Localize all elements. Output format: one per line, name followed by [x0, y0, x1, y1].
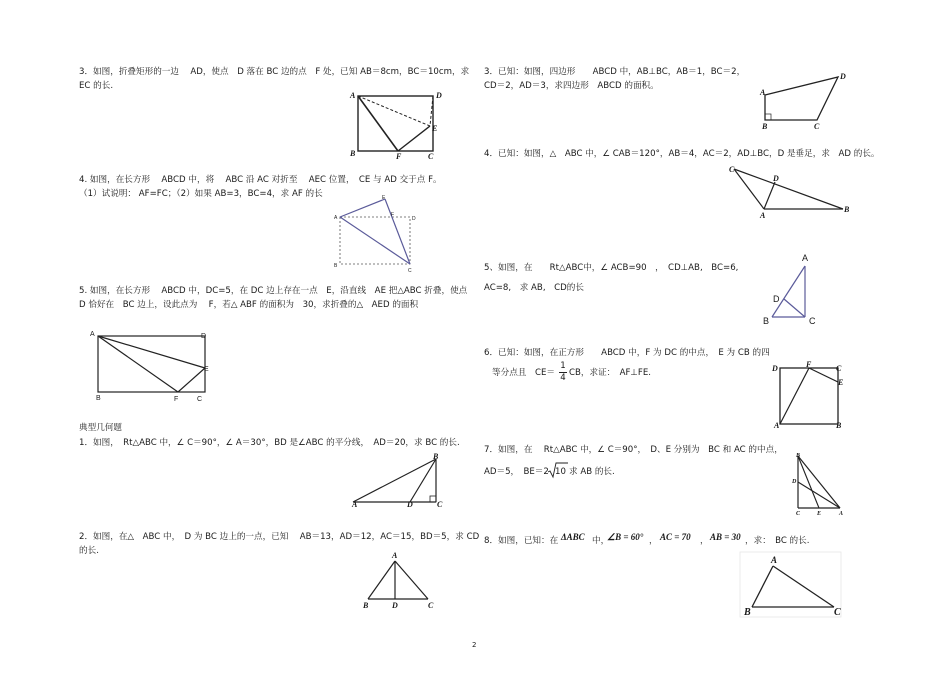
left-q2-label-a: A — [392, 551, 398, 560]
line-cb — [734, 169, 843, 209]
line-ec — [385, 199, 410, 264]
left-p4-label-a: A — [334, 215, 338, 221]
right-q6-label-a: A — [774, 421, 780, 430]
left-q2-text-line1: 2．如图，在△ ABC 中， D 为 BC 边上的一点，已知 AB＝13，AD＝12，AC＝15，BD＝5，求 CD — [79, 532, 480, 542]
left-p5-label-f: F — [174, 396, 179, 403]
right-q7-label-b: B — [796, 453, 801, 459]
left-p3-text-line2: EC 的长. — [79, 81, 114, 91]
left-q1-label-a: A — [352, 500, 358, 509]
right-q7-label-e: E — [817, 511, 822, 517]
line-ad — [764, 182, 775, 209]
right-q6-fraction — [559, 362, 567, 383]
line-ab — [368, 561, 395, 599]
right-q6-label-c: C — [836, 364, 842, 373]
right-q8-label-c: C — [834, 607, 841, 618]
right-q3-label-d: D — [840, 72, 846, 81]
left-q1-label-d: D — [407, 500, 413, 509]
left-p5-text-line1: 5. 如图，在长方形 ABCD 中，DC=5，在 DC 边上存在一点 E，沿直线 AE 把△ABC 折叠，使点 — [79, 286, 468, 296]
left-q1-label-b: B — [433, 452, 439, 461]
right-q5-label-a: A — [802, 253, 809, 263]
left-p3-label-d: D — [436, 91, 442, 100]
left-p5-figure — [90, 330, 210, 400]
left-p4-text-line1: 4. 如图，在长方形 ABCD 中，将 ABC 沿 AC 对折至 AEC 位置， CE 与 AD 交于点 F。 — [79, 175, 442, 185]
line-fe — [398, 126, 430, 151]
line-fe — [178, 368, 205, 392]
left-q2-label-d: D — [392, 601, 398, 610]
right-q8-label-a: A — [771, 555, 778, 565]
left-q1-text-line1: 1．如图， Rt△ABC 中，∠ C＝90°，∠ A＝30°，BD 是∠ABC 的平分线， AD＝20，求 BC 的长. — [79, 438, 460, 448]
left-p5-label-c: C — [197, 396, 203, 403]
page-number: 2 — [472, 641, 477, 649]
right-q5-label-d: D — [773, 294, 780, 304]
left-q2-figure — [360, 555, 440, 605]
right-q7-figure — [790, 452, 850, 514]
line-ac — [395, 561, 428, 599]
right-q3-label-b: B — [762, 122, 768, 131]
section-title: 典型几何题 — [79, 423, 122, 433]
right-q3-figure — [760, 72, 850, 128]
left-p4-label-b: B — [334, 263, 338, 269]
fraction-denominator: 4 — [560, 373, 566, 383]
right-q8-cond-angle-b: ∠B = 60° — [607, 532, 644, 542]
left-p4-text-line2: （1）试说明： AF=FC；（2）如果 AB=3，BC=4，求 AF 的长 — [79, 189, 323, 199]
line-af — [780, 368, 809, 424]
line-ba — [798, 456, 840, 508]
right-q4-label-c: C — [729, 165, 735, 174]
line-be — [798, 456, 819, 508]
left-p3-label-b: B — [350, 149, 356, 158]
line-ae — [340, 199, 385, 217]
right-q8-mid1: 中， — [592, 536, 610, 546]
line-ab — [752, 566, 773, 607]
right-q3-text-line1: 3．已知：如图，四边形 ABCD 中，AB⊥BC，AB＝1，BC＝2， — [484, 67, 746, 77]
left-p5-label-d: D — [201, 333, 207, 340]
line-ab — [772, 266, 805, 317]
left-p3-text-line1: 3．如图，折叠矩形的一边 AD，使点 D 落在 BC 边的点 F 处，已知 AB＝8cm，BC＝10cm，求 — [79, 67, 470, 77]
left-p5-label-e: E — [204, 366, 209, 373]
right-q5-text-line2: AC=8, 求 AB, CD的长 — [484, 283, 584, 293]
quad-abcd — [765, 77, 838, 120]
left-p3-label-e: E — [432, 124, 438, 133]
right-q8-cond-ab: AB = 30 — [710, 532, 741, 542]
right-q6-label-b: B — [836, 421, 842, 430]
right-q4-label-d: D — [773, 174, 779, 183]
right-q7-text-line2a: AD＝5， BE＝2 — [484, 467, 549, 477]
left-q1-figure — [350, 455, 450, 510]
line-da — [798, 482, 840, 508]
right-q7-label-c: C — [796, 511, 801, 517]
right-q6-label-e: E — [838, 378, 844, 387]
line-cd — [784, 299, 805, 317]
right-q8-text-line1b: ，求： BC 的长. — [745, 536, 810, 546]
left-p3-label-f: F — [396, 152, 402, 161]
right-q4-label-a: A — [760, 211, 766, 220]
line-af — [98, 336, 178, 392]
right-angle-mark — [430, 496, 436, 502]
left-p4-label-e: E — [382, 195, 386, 201]
fraction-numerator: 1 — [560, 361, 566, 371]
left-q2-text-line2: 的长. — [79, 546, 99, 556]
right-q6-text-line2a: 等分点且 CE＝ — [492, 368, 555, 378]
left-p3-label-a: A — [350, 91, 356, 100]
square-abcd — [780, 368, 838, 424]
left-p4-label-d: D — [412, 216, 416, 222]
left-p4-label-f: F — [391, 212, 395, 218]
right-q5-label-c: C — [809, 316, 816, 326]
line-ac — [773, 566, 834, 607]
left-q1-label-c: C — [437, 500, 443, 509]
right-q3-label-c: C — [814, 122, 820, 131]
right-q8-comma1: ， — [649, 536, 658, 546]
right-q7-text-line1: 7．如图，在 Rt△ABC 中，∠ C＝90°， D、E 分别为 BC 和 AC 的中点， — [484, 445, 783, 455]
right-q8-label-b: B — [744, 607, 751, 618]
right-q8-text-line1a: 8．如图，已知：在 — [484, 536, 559, 546]
right-q8-figure — [740, 552, 842, 618]
left-p5-text-line2: D 恰好在 BC 边上，设此点为 F，若△ ABF 的面积为 30，求折叠的△ AED 的面积 — [79, 300, 419, 310]
right-q6-text-line2b: CB，求证： AF⊥FE. — [569, 368, 651, 378]
left-p3-label-c: C — [428, 152, 434, 161]
right-q5-figure — [770, 262, 815, 322]
right-angle-mark — [765, 114, 771, 120]
right-q4-figure — [728, 163, 853, 218]
right-q7-label-d: D — [792, 479, 797, 485]
left-q2-label-b: B — [363, 601, 369, 610]
line-ac — [340, 217, 410, 264]
right-q5-label-b: B — [763, 316, 770, 326]
right-q7-label-a: A — [839, 511, 844, 517]
right-q8-cond-ac: AC = 70 — [660, 532, 691, 542]
right-q8-comma2: ， — [700, 536, 709, 546]
right-q7-text-line2b: 求 AB 的长. — [569, 467, 615, 477]
line-ae — [98, 336, 205, 368]
rect-abcd — [358, 96, 433, 151]
rect-abcd — [98, 336, 205, 392]
left-q2-label-c: C — [428, 601, 434, 610]
left-p4-label-c: C — [408, 268, 412, 274]
right-q6-text-line1: 6．已知：如图，在正方形 ABCD 中，F 为 DC 的中点， E 为 CB 的四 — [484, 348, 770, 358]
line-fe — [809, 368, 838, 382]
right-q6-label-d: D — [772, 364, 778, 373]
right-q5-text-line1: 5、如图，在 Rt△ABC中，∠ ACB=90 ， CD⊥AB, BC=6, — [484, 263, 739, 273]
right-q4-text-line1: 4．已知：如图，△ ABC 中，∠ CAB＝120°，AB＝4，AC＝2，AD⊥BC，D 是垂足，求 AD 的长。 — [484, 149, 880, 159]
left-p5-label-b: B — [96, 395, 101, 402]
right-q7-sqrt-value: 10 — [555, 467, 566, 477]
right-q4-label-b: B — [844, 205, 850, 214]
left-p4-figure — [330, 190, 420, 272]
right-q6-label-f: F — [806, 360, 812, 369]
right-q3-text-line2: CD＝2，AD＝3，求四边形 ABCD 的面积。 — [484, 81, 659, 91]
right-q8-cond-triangle: ΔABC — [561, 532, 585, 542]
left-p5-label-a: A — [90, 331, 95, 338]
right-q3-label-a: A — [760, 88, 766, 97]
